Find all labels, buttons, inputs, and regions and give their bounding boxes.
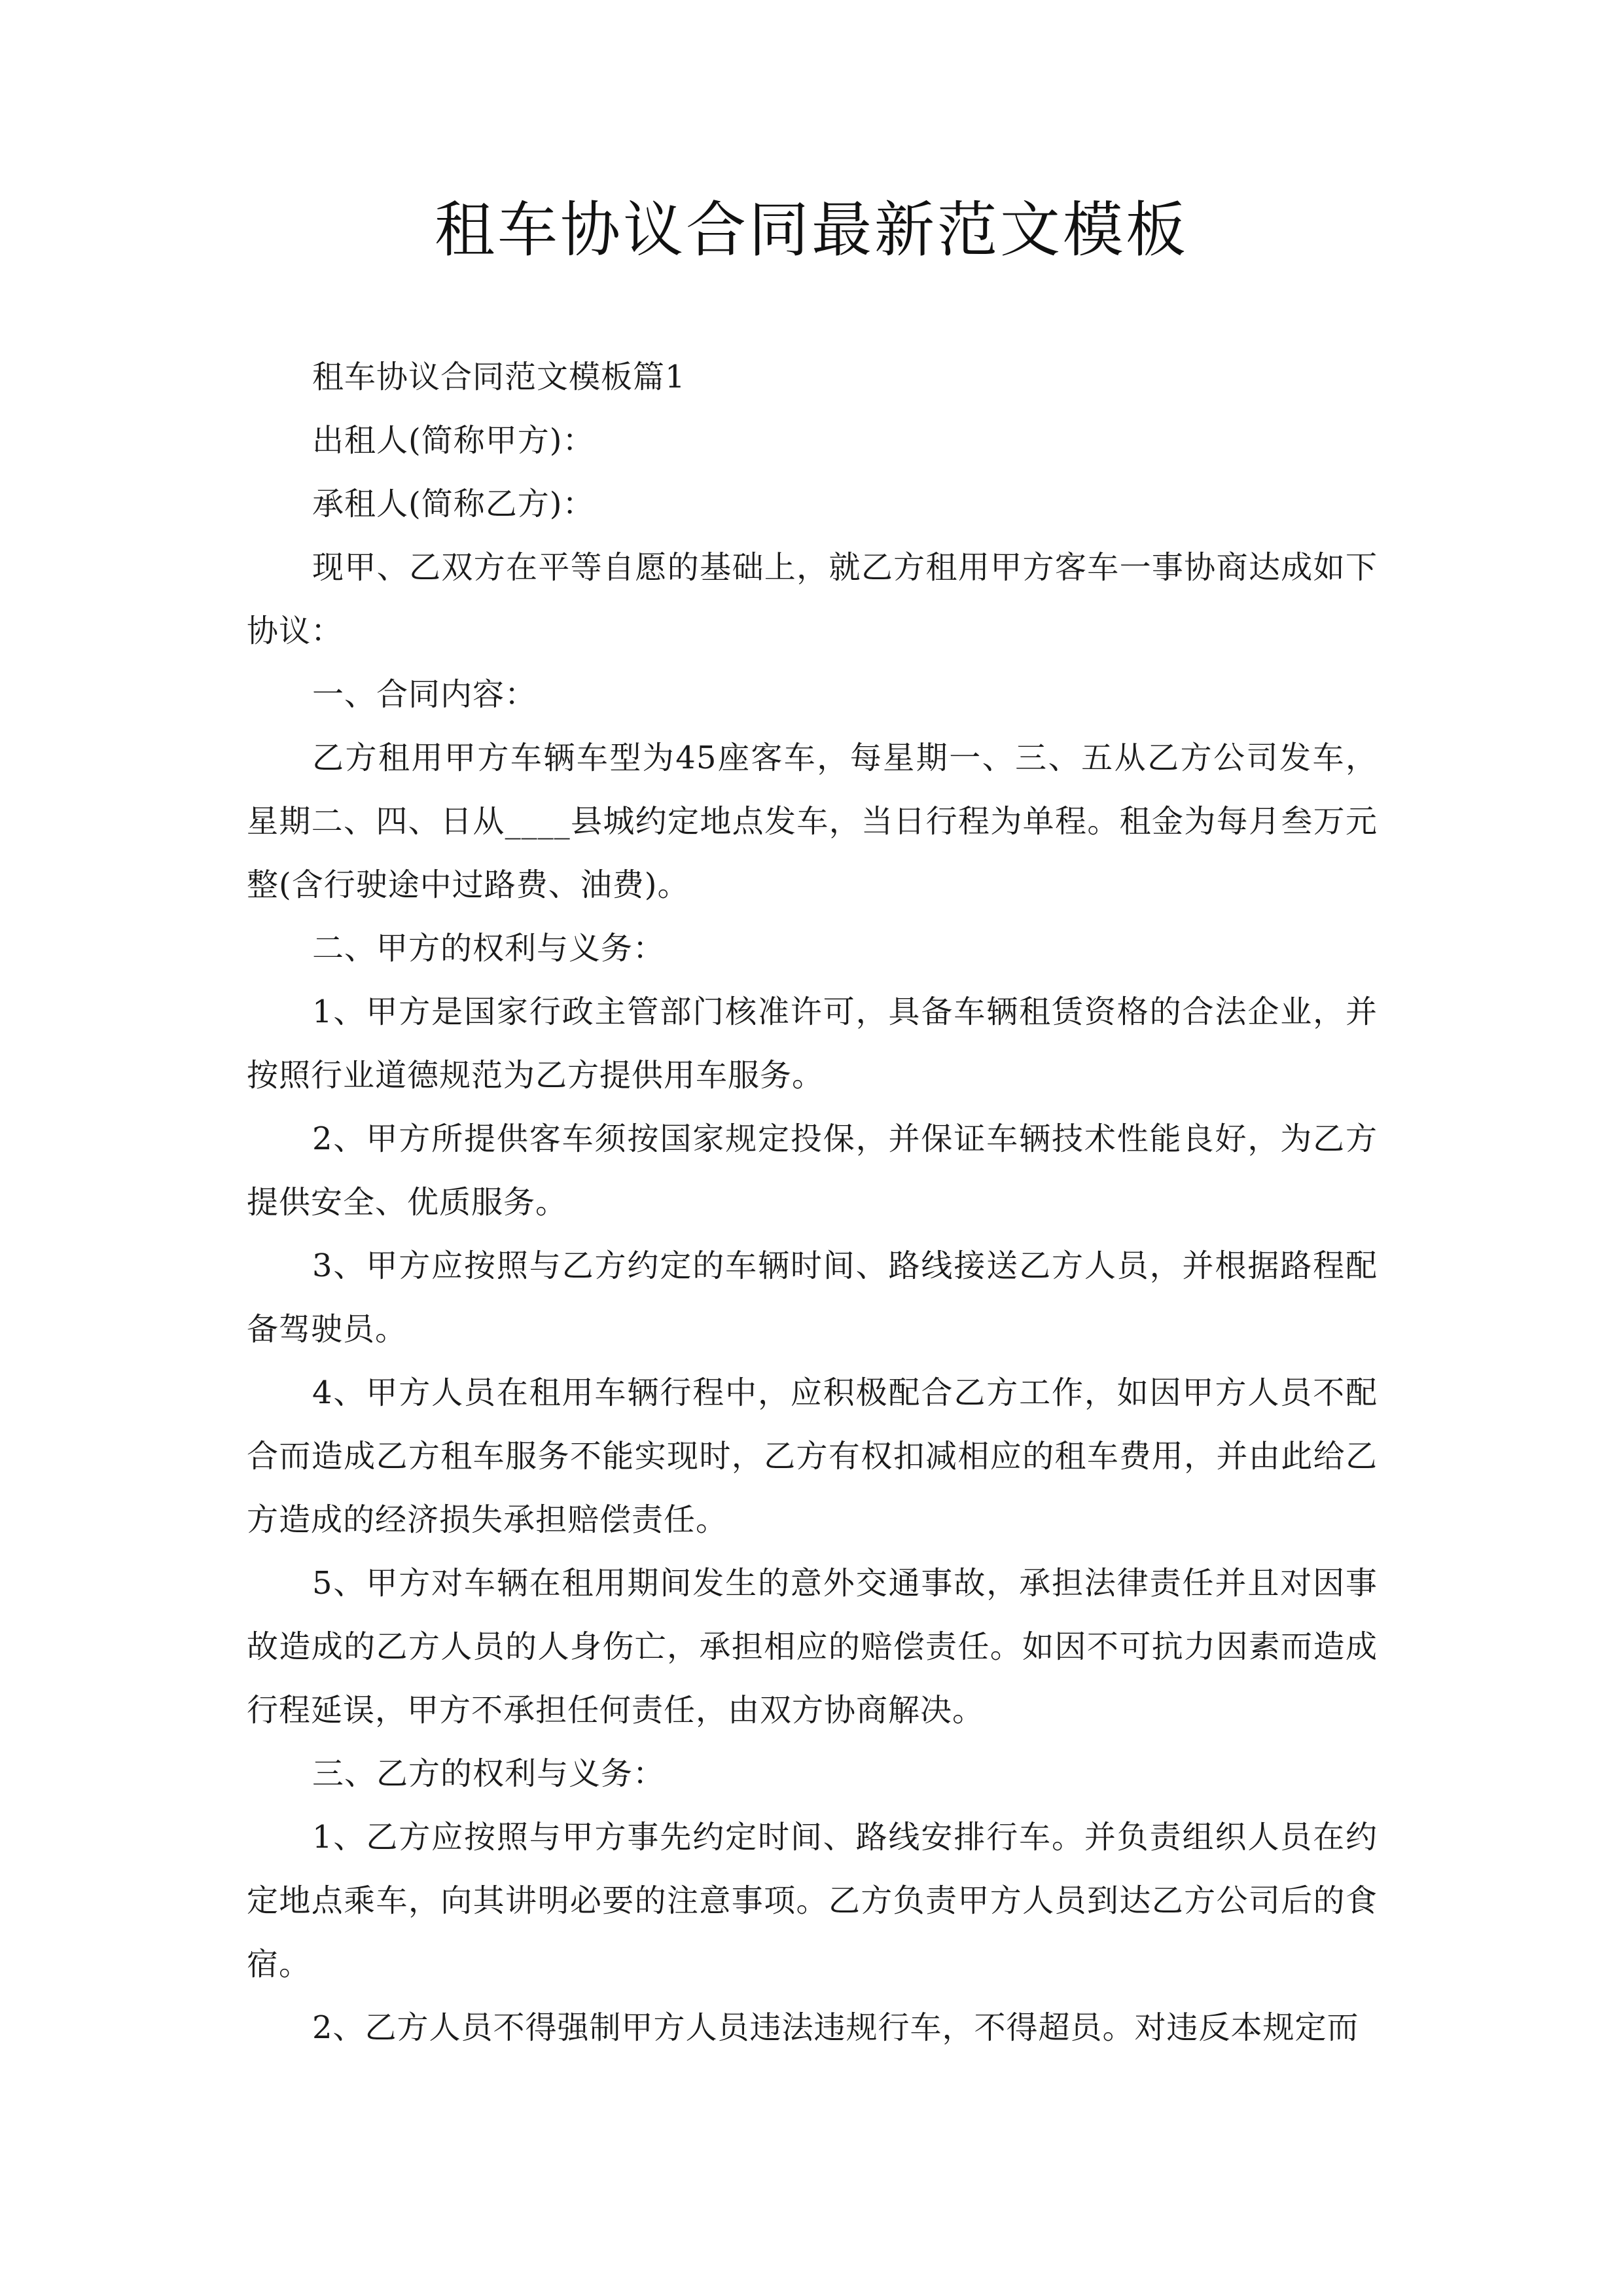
paragraph-party-a-item-1: 1、甲方是国家行政主管部门核准许可，具备车辆租赁资格的合法企业，并按照行业道德规范为乙方提供用车服务。: [247, 994, 1378, 1094]
paragraph-contract-content: 乙方租用甲方车辆车型为45座客车，每星期一、三、五从乙方公司发车，星期二、四、日从____县城约定地点发车，当日行程为单程。租金为每月叁万元整(含行驶途中过路费、油费)。: [247, 740, 1378, 903]
paragraph-party-b-item-1: 1、乙方应按照与甲方事先约定时间、路线安排行车。并负责组织人员在约定地点乘车，向其讲明必要的注意事项。乙方负责甲方人员到达乙方公司后的食宿。: [247, 1819, 1378, 1982]
paragraph-party-a-item-3: 3、甲方应按照与乙方约定的车辆时间、路线接送乙方人员，并根据路程配备驾驶员。: [247, 1247, 1378, 1348]
heading-party-a-rights: 二、甲方的权利与义务：: [312, 930, 666, 967]
paragraph-party-a-item-5: 5、甲方对车辆在租用期间发生的意外交通事故，承担法律责任并且对因事故造成的乙方人员的人身伤亡，承担相应的赔偿责任。如因不可抗力因素而造成行程延误，甲方不承担任何责任，由双方协商解决。: [247, 1565, 1378, 1729]
heading-party-b-rights: 三、乙方的权利与义务：: [312, 1755, 666, 1792]
paragraph-preamble: 现甲、乙双方在平等自愿的基础上，就乙方租用甲方客车一事协商达成如下协议：: [247, 549, 1378, 649]
paragraph-party-a-item-4: 4、甲方人员在租用车辆行程中，应积极配合乙方工作，如因甲方人员不配合而造成乙方租车服务不能实现时，乙方有权扣减相应的租车费用，并由此给乙方造成的经济损失承担赔偿责任。: [247, 1374, 1378, 1538]
paragraph-lessor: 出租人(简称甲方)：: [312, 422, 595, 459]
document-title: 租车协议合同最新范文模板: [434, 195, 1188, 265]
paragraph-party-b-item-2: 2、乙方人员不得强制甲方人员违法违规行车，不得超员。对违反本规定而: [312, 2009, 1359, 2046]
paragraph-section-heading: 租车协议合同范文模板篇1: [312, 359, 686, 395]
document-body: [247, 346, 1378, 2060]
heading-contract-content: 一、合同内容：: [312, 676, 537, 713]
paragraph-party-a-item-2: 2、甲方所提供客车须按国家规定投保，并保证车辆技术性能良好，为乙方提供安全、优质服务。: [247, 1121, 1378, 1221]
paragraph-lessee: 承租人(简称乙方)：: [312, 486, 595, 522]
